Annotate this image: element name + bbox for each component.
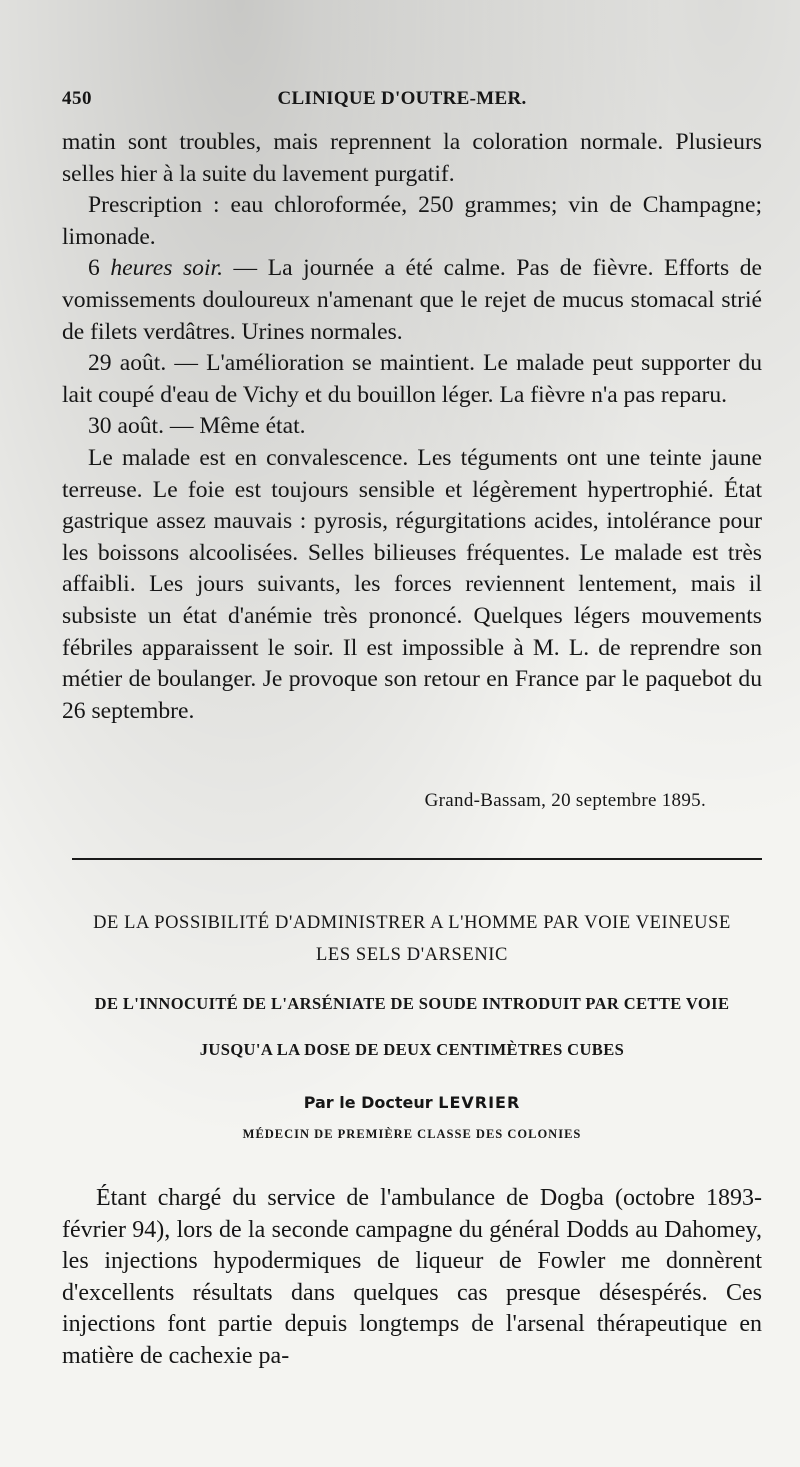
paragraph-morning: matin sont troubles, mais reprennent la coloration normale. Plusieurs selles hier à la suite du lavement purgatif. [62, 129, 762, 187]
article-body [62, 1183, 762, 1373]
paragraph-august-30: 30 août. — Même état. [88, 413, 306, 440]
evening-italic: heures soir. [110, 255, 223, 282]
place-date-signature: Grand-Bassam, 20 septembre 1895. [424, 790, 706, 811]
evening-text: — La journée a été calme. Pas de fièvre. Efforts de vomissements douloureux n'amenant que le rejet de mucus stomacal strié de filets verdâtres. Urines normales. [62, 255, 762, 345]
evening-lead: 6 [88, 255, 111, 282]
section-divider [72, 858, 762, 860]
paragraph-august-29: 29 août. — L'amélioration se maintient. Le malade peut supporter du lait coupé d'eau de Vichy et du bouillon léger. La fièvre n'a pas reparu. [62, 350, 762, 408]
article-paragraph-1: Étant chargé du service de l'ambulance de Dogba (octobre 1893-février 94), lors de la seconde campagne du général Dodds au Dahomey, les injections hypodermiques de liqueur de Fowler me donnèrent d'excellents résultats dans quelques cas presque désespérés. Ces injections font partie depuis longtemps de l'arsenal thérapeutique en matière de cachexie pa- [62, 1185, 762, 1369]
article-title-line-1: DE LA POSSIBILITÉ D'ADMINISTRER A L'HOMME PAR VOIE VEINEUSE [93, 913, 731, 933]
article-subtitle-line-2: JUSQU'A LA DOSE DE DEUX CENTIMÈTRES CUBES [199, 1040, 625, 1059]
article-title-line-2: LES SELS D'ARSENIC [316, 945, 508, 965]
running-title: CLINIQUE D'OUTRE-MER. [277, 88, 527, 109]
case-report-continuation [62, 127, 762, 727]
running-head [62, 88, 742, 114]
author-byline [62, 1093, 762, 1112]
page-number: 450 [62, 88, 92, 109]
author-rank: MÉDECIN DE PREMIÈRE CLASSE DES COLONIES [242, 1127, 582, 1141]
paragraph-prescription: Prescription : eau chloroformée, 250 grammes; vin de Champagne; limonade. [62, 192, 762, 250]
paragraph-evening [62, 253, 762, 348]
paragraph-convalescence: Le malade est en convalescence. Les téguments ont une teinte jaune terreuse. Le foie est toujours sensible et légèrement hypertrophié. État gastrique assez mauvais : pyrosis, régurgitations acides, intolérance pour les boissons alcoolisées. Selles bilieuses fréquentes. Le malade est très affaibli. Les jours suivants, les forces reviennent lentement, mais il subsiste un état d'anémie très prononcé. Quelques légers mouvements fébriles apparaissent le soir. Il est impossible à M. L. de reprendre son métier de boulanger. Je provoque son retour en France par le paquebot du 26 septembre. [62, 444, 762, 724]
author-prefix: Par le Docteur [303, 1093, 433, 1112]
article-subtitle-line-1: DE L'INNOCUITÉ DE L'ARSÉNIATE DE SOUDE INTRODUIT PAR CETTE VOIE [94, 994, 730, 1013]
author-name: LEVRIER [438, 1093, 521, 1112]
